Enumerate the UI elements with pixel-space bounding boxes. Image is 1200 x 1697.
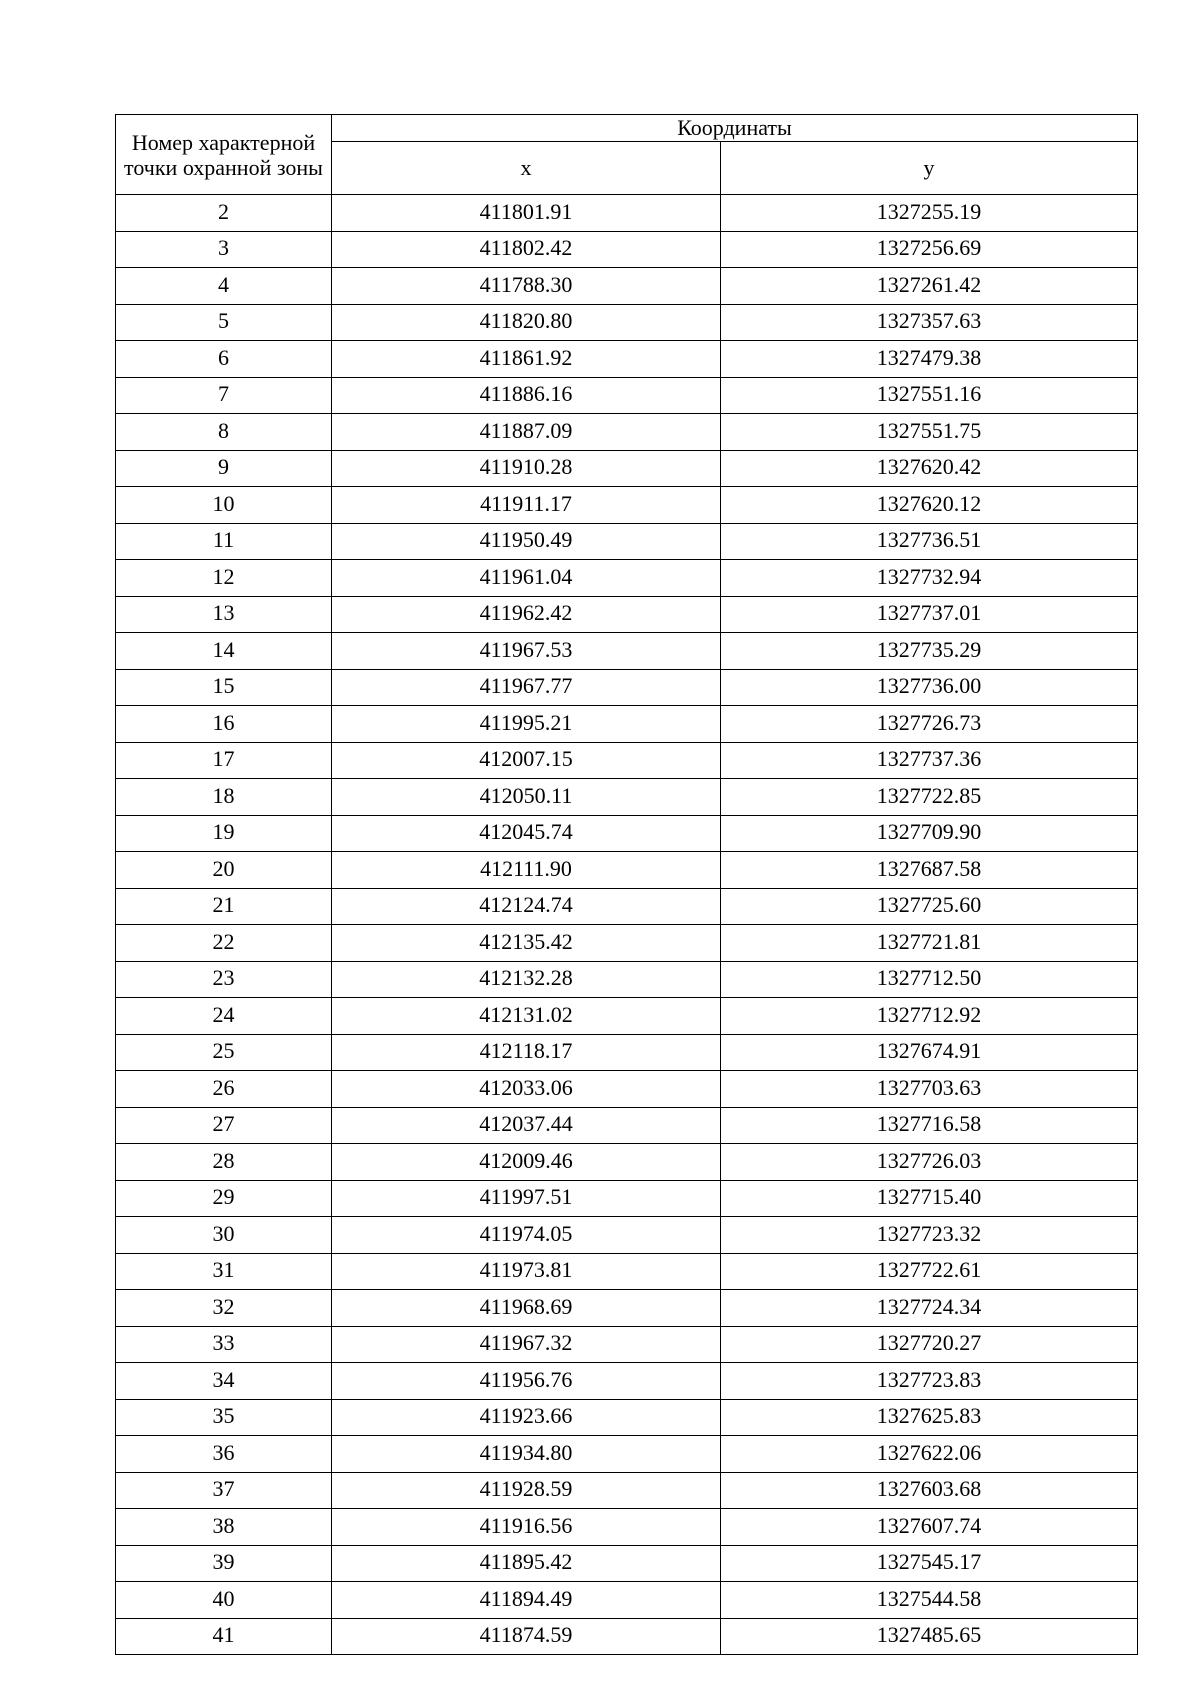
y-coordinate-cell: 1327722.61 (721, 1253, 1138, 1290)
x-coordinate-cell: 411962.42 (332, 596, 721, 633)
x-coordinate-cell: 411820.80 (332, 304, 721, 341)
y-coordinate-cell: 1327736.51 (721, 523, 1138, 560)
y-coordinate-cell: 1327724.34 (721, 1290, 1138, 1327)
point-number-cell: 30 (116, 1217, 332, 1254)
table-row (116, 1545, 1138, 1582)
table-row (116, 377, 1138, 414)
table-row (116, 706, 1138, 743)
y-coordinate-cell: 1327721.81 (721, 925, 1138, 962)
table-row (116, 633, 1138, 670)
table-row (116, 1509, 1138, 1546)
x-coordinate-cell: 412131.02 (332, 998, 721, 1035)
point-number-cell: 5 (116, 304, 332, 341)
point-number-cell: 38 (116, 1509, 332, 1546)
x-coordinate-cell: 411934.80 (332, 1436, 721, 1473)
point-number-cell: 31 (116, 1253, 332, 1290)
x-coordinate-cell: 411995.21 (332, 706, 721, 743)
y-coordinate-cell: 1327357.63 (721, 304, 1138, 341)
table-row (116, 998, 1138, 1035)
y-coordinate-cell: 1327545.17 (721, 1545, 1138, 1582)
x-coordinate-cell: 411801.91 (332, 195, 721, 232)
point-number-cell: 33 (116, 1326, 332, 1363)
x-coordinate-cell: 411997.51 (332, 1180, 721, 1217)
y-coordinate-cell: 1327625.83 (721, 1399, 1138, 1436)
y-coordinate-cell: 1327720.27 (721, 1326, 1138, 1363)
point-number-cell: 20 (116, 852, 332, 889)
table-row (116, 669, 1138, 706)
point-number-cell: 23 (116, 961, 332, 998)
table-row (116, 1399, 1138, 1436)
y-coordinate-cell: 1327712.50 (721, 961, 1138, 998)
table-row (116, 1618, 1138, 1655)
y-coordinate-cell: 1327736.00 (721, 669, 1138, 706)
x-coordinate-cell: 411923.66 (332, 1399, 721, 1436)
table-row (116, 414, 1138, 451)
y-coordinate-cell: 1327622.06 (721, 1436, 1138, 1473)
x-coordinate-cell: 411916.56 (332, 1509, 721, 1546)
x-coordinate-cell: 411967.53 (332, 633, 721, 670)
x-coordinate-cell: 412132.28 (332, 961, 721, 998)
x-coordinate-cell: 411974.05 (332, 1217, 721, 1254)
point-number-cell: 21 (116, 888, 332, 925)
y-coordinate-cell: 1327737.36 (721, 742, 1138, 779)
point-number-cell: 19 (116, 815, 332, 852)
x-coordinate-cell: 412124.74 (332, 888, 721, 925)
x-coordinate-cell: 411973.81 (332, 1253, 721, 1290)
point-number-cell: 8 (116, 414, 332, 451)
y-coordinate-cell: 1327725.60 (721, 888, 1138, 925)
point-number-cell: 15 (116, 669, 332, 706)
point-number-cell: 41 (116, 1618, 332, 1655)
table-row (116, 1071, 1138, 1108)
point-number-cell: 7 (116, 377, 332, 414)
table-row (116, 1107, 1138, 1144)
point-number-cell: 39 (116, 1545, 332, 1582)
x-coordinate-cell: 412118.17 (332, 1034, 721, 1071)
x-coordinate-cell: 411956.76 (332, 1363, 721, 1400)
table-row (116, 231, 1138, 268)
point-number-cell: 29 (116, 1180, 332, 1217)
point-number-cell: 35 (116, 1399, 332, 1436)
y-coordinate-cell: 1327255.19 (721, 195, 1138, 232)
x-coordinate-cell: 411967.32 (332, 1326, 721, 1363)
x-coordinate-cell: 411887.09 (332, 414, 721, 451)
y-coordinate-cell: 1327261.42 (721, 268, 1138, 305)
point-number-cell: 17 (116, 742, 332, 779)
y-coordinate-cell: 1327479.38 (721, 341, 1138, 378)
table-body (116, 195, 1138, 1655)
x-coordinate-cell: 411895.42 (332, 1545, 721, 1582)
table-row (116, 1326, 1138, 1363)
point-number-cell: 6 (116, 341, 332, 378)
header-coordinates: Координаты (332, 115, 1138, 142)
y-coordinate-cell: 1327620.42 (721, 450, 1138, 487)
table-row (116, 268, 1138, 305)
table-row (116, 925, 1138, 962)
point-number-cell: 14 (116, 633, 332, 670)
y-coordinate-cell: 1327723.83 (721, 1363, 1138, 1400)
point-number-cell: 16 (116, 706, 332, 743)
point-number-cell: 11 (116, 523, 332, 560)
y-coordinate-cell: 1327726.03 (721, 1144, 1138, 1181)
point-number-cell: 3 (116, 231, 332, 268)
point-number-cell: 4 (116, 268, 332, 305)
y-coordinate-cell: 1327544.58 (721, 1582, 1138, 1619)
table-row (116, 1363, 1138, 1400)
x-coordinate-cell: 411788.30 (332, 268, 721, 305)
table-row (116, 1253, 1138, 1290)
table-row (116, 341, 1138, 378)
table-row (116, 815, 1138, 852)
y-coordinate-cell: 1327722.85 (721, 779, 1138, 816)
header-y: y (721, 142, 1138, 195)
point-number-cell: 26 (116, 1071, 332, 1108)
y-coordinate-cell: 1327723.32 (721, 1217, 1138, 1254)
y-coordinate-cell: 1327674.91 (721, 1034, 1138, 1071)
x-coordinate-cell: 411894.49 (332, 1582, 721, 1619)
table-header (116, 115, 1138, 195)
x-coordinate-cell: 411861.92 (332, 341, 721, 378)
table-row (116, 742, 1138, 779)
point-number-cell: 22 (116, 925, 332, 962)
x-coordinate-cell: 411910.28 (332, 450, 721, 487)
x-coordinate-cell: 412050.11 (332, 779, 721, 816)
point-number-cell: 28 (116, 1144, 332, 1181)
table-row (116, 1582, 1138, 1619)
y-coordinate-cell: 1327709.90 (721, 815, 1138, 852)
y-coordinate-cell: 1327551.16 (721, 377, 1138, 414)
point-number-cell: 18 (116, 779, 332, 816)
table-row (116, 304, 1138, 341)
point-number-cell: 40 (116, 1582, 332, 1619)
y-coordinate-cell: 1327716.58 (721, 1107, 1138, 1144)
x-coordinate-cell: 411911.17 (332, 487, 721, 524)
table-row (116, 779, 1138, 816)
x-coordinate-cell: 411886.16 (332, 377, 721, 414)
table-row (116, 560, 1138, 597)
point-number-cell: 32 (116, 1290, 332, 1327)
table-row (116, 852, 1138, 889)
point-number-cell: 12 (116, 560, 332, 597)
x-coordinate-cell: 412007.15 (332, 742, 721, 779)
table-row (116, 1290, 1138, 1327)
x-coordinate-cell: 411967.77 (332, 669, 721, 706)
y-coordinate-cell: 1327712.92 (721, 998, 1138, 1035)
x-coordinate-cell: 412033.06 (332, 1071, 721, 1108)
coordinates-table (115, 114, 1138, 1655)
point-number-cell: 13 (116, 596, 332, 633)
y-coordinate-cell: 1327551.75 (721, 414, 1138, 451)
x-coordinate-cell: 411961.04 (332, 560, 721, 597)
header-x: x (332, 142, 721, 195)
y-coordinate-cell: 1327620.12 (721, 487, 1138, 524)
x-coordinate-cell: 412045.74 (332, 815, 721, 852)
y-coordinate-cell: 1327703.63 (721, 1071, 1138, 1108)
x-coordinate-cell: 411950.49 (332, 523, 721, 560)
y-coordinate-cell: 1327256.69 (721, 231, 1138, 268)
point-number-cell: 9 (116, 450, 332, 487)
y-coordinate-cell: 1327485.65 (721, 1618, 1138, 1655)
point-number-cell: 2 (116, 195, 332, 232)
point-number-cell: 34 (116, 1363, 332, 1400)
table-row (116, 1144, 1138, 1181)
table-row (116, 523, 1138, 560)
y-coordinate-cell: 1327737.01 (721, 596, 1138, 633)
table-row (116, 1180, 1138, 1217)
y-coordinate-cell: 1327735.29 (721, 633, 1138, 670)
x-coordinate-cell: 412111.90 (332, 852, 721, 889)
x-coordinate-cell: 412135.42 (332, 925, 721, 962)
y-coordinate-cell: 1327732.94 (721, 560, 1138, 597)
y-coordinate-cell: 1327687.58 (721, 852, 1138, 889)
table-row (116, 961, 1138, 998)
table-row (116, 1472, 1138, 1509)
table-row (116, 1436, 1138, 1473)
x-coordinate-cell: 411802.42 (332, 231, 721, 268)
table-row (116, 195, 1138, 232)
y-coordinate-cell: 1327726.73 (721, 706, 1138, 743)
point-number-cell: 10 (116, 487, 332, 524)
table-row (116, 1034, 1138, 1071)
table-row (116, 596, 1138, 633)
table-row (116, 1217, 1138, 1254)
y-coordinate-cell: 1327715.40 (721, 1180, 1138, 1217)
x-coordinate-cell: 411874.59 (332, 1618, 721, 1655)
point-number-cell: 25 (116, 1034, 332, 1071)
table-row (116, 487, 1138, 524)
table-row (116, 450, 1138, 487)
y-coordinate-cell: 1327607.74 (721, 1509, 1138, 1546)
point-number-cell: 27 (116, 1107, 332, 1144)
x-coordinate-cell: 411928.59 (332, 1472, 721, 1509)
y-coordinate-cell: 1327603.68 (721, 1472, 1138, 1509)
point-number-cell: 36 (116, 1436, 332, 1473)
header-point-number: Номер характерной точки охранной зоны (116, 115, 332, 195)
x-coordinate-cell: 411968.69 (332, 1290, 721, 1327)
table-row (116, 888, 1138, 925)
point-number-cell: 24 (116, 998, 332, 1035)
point-number-cell: 37 (116, 1472, 332, 1509)
x-coordinate-cell: 412037.44 (332, 1107, 721, 1144)
x-coordinate-cell: 412009.46 (332, 1144, 721, 1181)
